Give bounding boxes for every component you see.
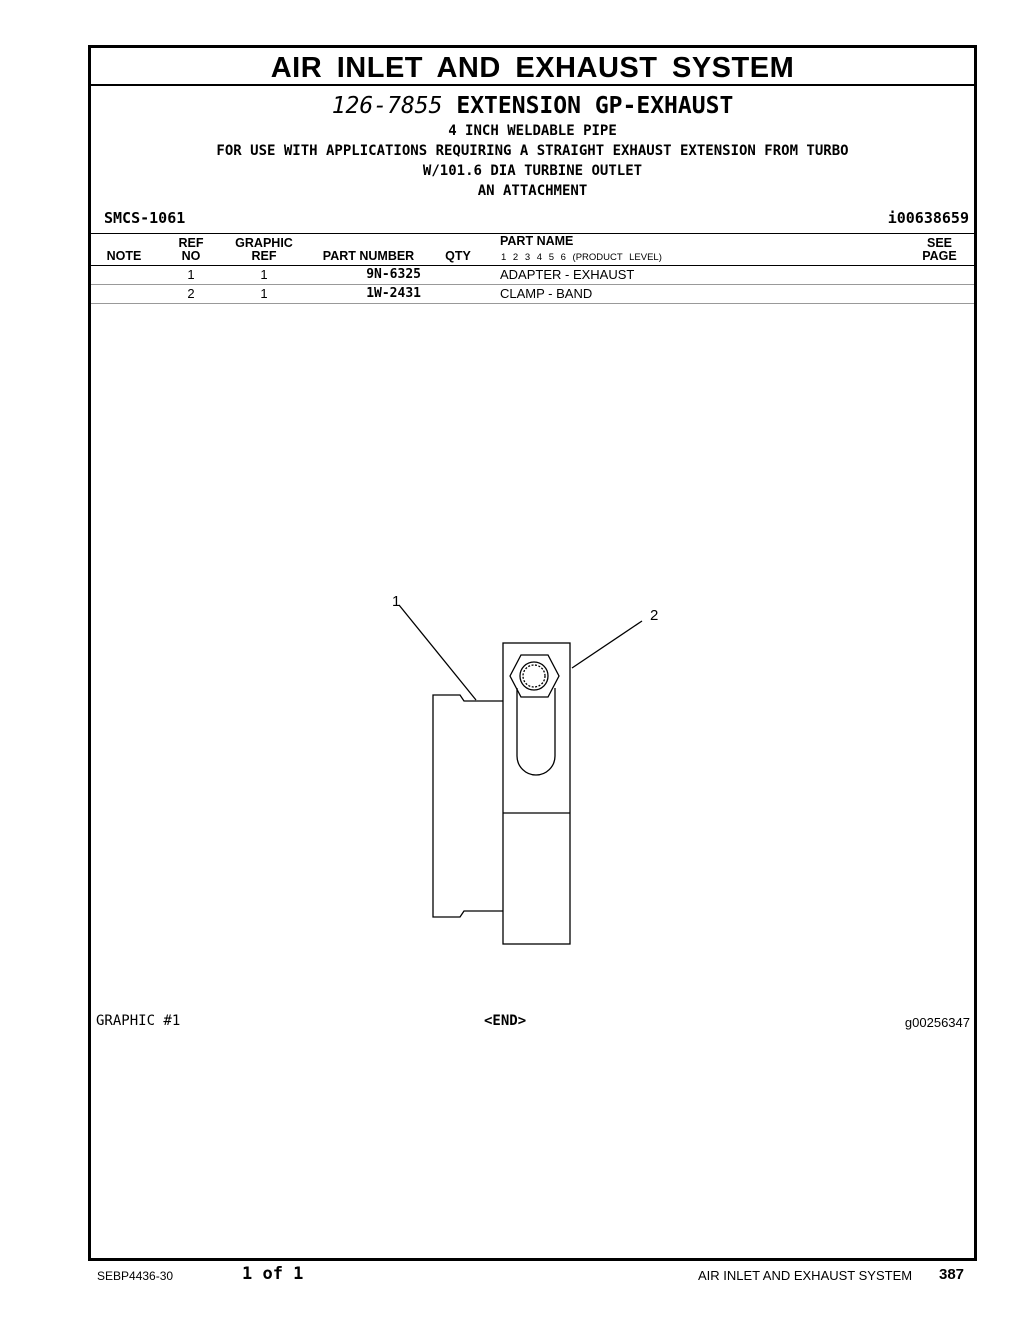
col-graphic-ref-bottom: REF — [251, 249, 277, 263]
callout-1: 1 — [392, 593, 401, 610]
group-desc-line: W/101.6 DIA TURBINE OUTLET — [422, 163, 643, 179]
col-part-number: PART NUMBER — [322, 249, 415, 263]
ref-no: 2 — [187, 286, 195, 301]
leader-line-2 — [572, 621, 642, 668]
col-part-name: PART NAME — [500, 234, 574, 248]
clamp-band-body — [503, 643, 570, 944]
group-name: EXTENSION GP-EXHAUST — [456, 93, 734, 119]
leader-line-1 — [399, 605, 476, 700]
nut-thread — [523, 665, 545, 687]
part-name: CLAMP - BAND — [500, 286, 593, 301]
col-note: NOTE — [106, 249, 142, 263]
system-title: AIR INLET AND EXHAUST SYSTEM — [91, 48, 974, 86]
hex-nut-icon — [510, 655, 559, 697]
ref-no: 1 — [187, 267, 195, 282]
group-number: 126-7855 — [331, 93, 443, 119]
page-number: 387 — [939, 1266, 965, 1283]
graphic-id: g00256347 — [904, 1015, 970, 1030]
col-see-page-top: SEE — [926, 236, 952, 250]
col-ref-no-bottom: NO — [181, 249, 201, 263]
graphic-label: GRAPHIC #1 — [96, 1013, 181, 1029]
doc-number: SEBP4436-30 — [97, 1269, 174, 1283]
graphic-ref: 1 — [260, 286, 268, 301]
group-desc-line: FOR USE WITH APPLICATIONS REQUIRING A STRAIGHT EXHAUST EXTENSION FROM TURBO — [216, 143, 849, 159]
col-qty: QTY — [445, 249, 471, 263]
col-see-page-bottom: PAGE — [922, 249, 957, 263]
group-desc-line: AN ATTACHMENT — [477, 183, 588, 199]
part-number: 1W-2431 — [366, 286, 421, 301]
footer-section-title: AIR INLET AND EXHAUST SYSTEM — [698, 1268, 913, 1283]
col-graphic-ref-top: GRAPHIC — [235, 236, 293, 250]
smcs-code: SMCS-1061 — [104, 209, 186, 227]
part-name: ADAPTER - EXHAUST — [500, 267, 635, 282]
nut-bore — [520, 662, 548, 690]
end-marker: <END> — [484, 1013, 527, 1029]
page-of: 1 of 1 — [242, 1264, 304, 1284]
col-ref-no-top: REF — [178, 236, 204, 250]
exhaust-extension-drawing — [91, 48, 974, 1258]
illustration-id: i00638659 — [887, 209, 969, 227]
group-desc-line: 4 INCH WELDABLE PIPE — [448, 123, 617, 139]
part-number: 9N-6325 — [366, 267, 421, 282]
page-frame — [88, 45, 977, 1261]
clamp-slot — [517, 688, 555, 775]
graphic-ref: 1 — [260, 267, 268, 282]
product-level-header: 1 2 3 4 5 6 (PRODUCT LEVEL) — [501, 252, 662, 263]
adapter-outline — [433, 695, 503, 917]
callout-2: 2 — [650, 607, 659, 624]
